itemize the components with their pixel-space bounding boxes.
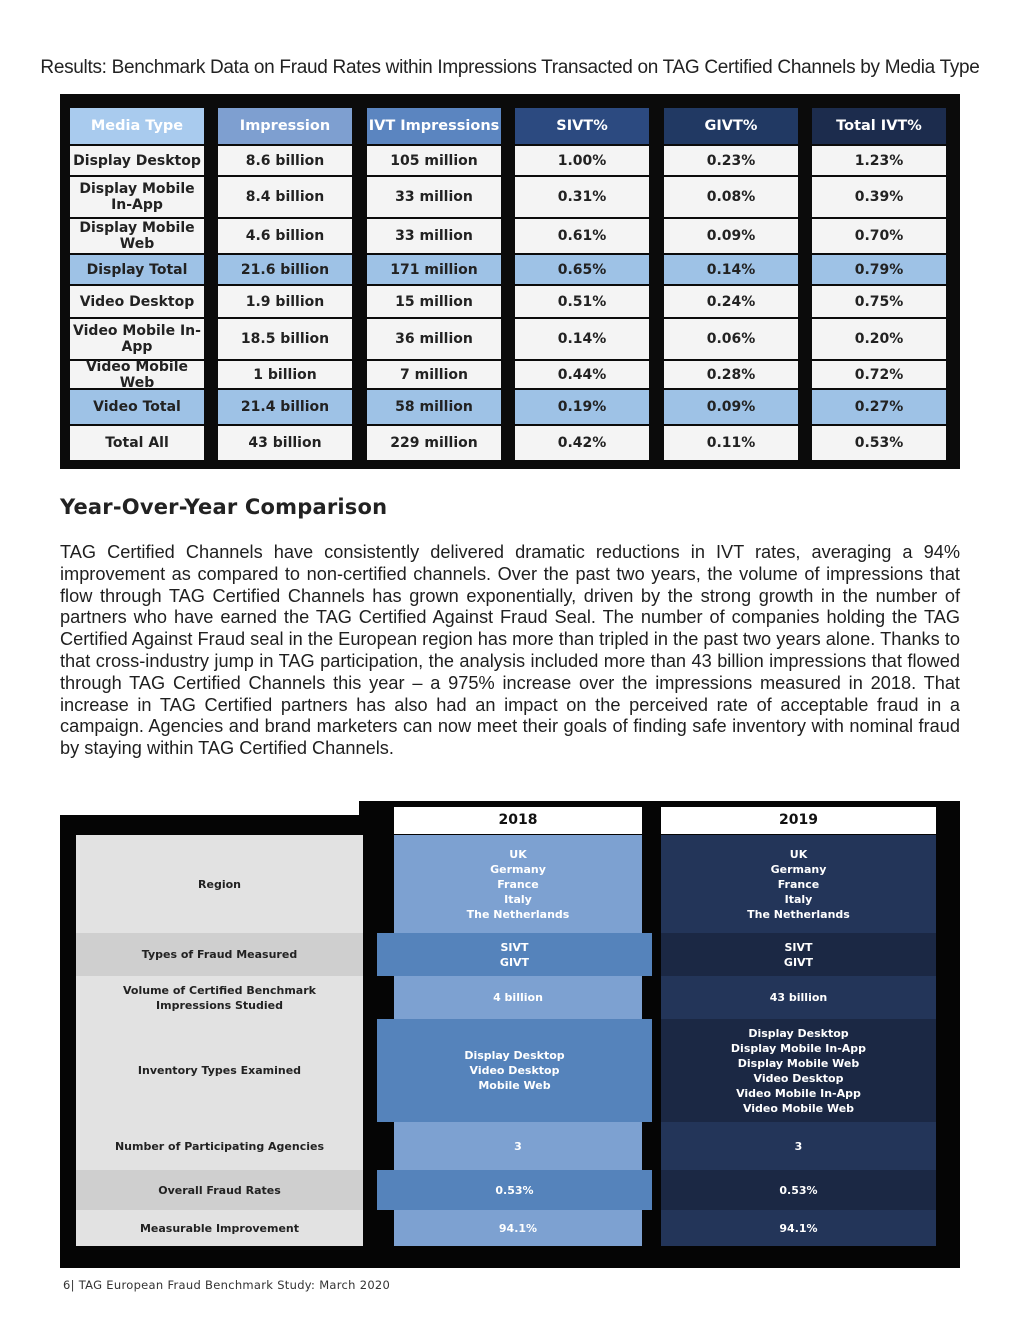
row-label: Types of Fraud Measured <box>76 933 363 976</box>
table-cell: 8.4 billion <box>218 177 352 217</box>
value-2019: 43 billion <box>661 976 936 1019</box>
body-paragraph: TAG Certified Channels have consistently delivered dramatic reductions in IVT rates, averaging a 94% improvement as compared to non-certified channels. Over the past two years, the volume of impressions that flow through TAG Certified Channels has grown exponentially, driven by the strong growth in the number of partners who have earned the TAG Certified Against Fraud Seal. The number of companies holding the TAG Certified Against Fraud seal in the European region has more than tripled in the past two years alone. Thanks to that cross-industry jump in TAG participation, the analysis included more than 43 billion impressions that flowed through TAG Certified Channels this year – a 975% increase over the impressions measured in 2018. That increase in TAG Certified partners has also had an impact on the perceived rate of acceptable fraud in a campaign. Agencies and brand marketers can now meet their goals of finding safe inventory with nominal fraud by staying within TAG Certified Channels. <box>60 542 960 759</box>
table-cell: 18.5 billion <box>218 319 352 359</box>
row-label: Volume of Certified Benchmark Impressions Studied <box>76 976 363 1019</box>
value-2019: 0.53% <box>661 1170 936 1210</box>
page-footer: 6| TAG European Fraud Benchmark Study: March 2020 <box>63 1278 391 1292</box>
table-cell: Video Desktop <box>70 286 204 317</box>
table-cell: 0.31% <box>515 177 649 217</box>
table-cell: 0.09% <box>664 390 798 424</box>
column-header: GIVT% <box>664 108 798 144</box>
table-cell: 0.53% <box>812 426 946 460</box>
table-cell: 4.6 billion <box>218 219 352 253</box>
table-cell: 0.09% <box>664 219 798 253</box>
table-column <box>367 94 501 469</box>
table-cell: 58 million <box>367 390 501 424</box>
table-cell: 0.51% <box>515 286 649 317</box>
table-cell: 229 million <box>367 426 501 460</box>
value-2018: 3 <box>394 1122 642 1170</box>
table-cell: 1 billion <box>218 361 352 388</box>
table-cell: Video Mobile Web <box>70 361 204 388</box>
row-label: Inventory Types Examined <box>76 1019 363 1122</box>
row-label: Region <box>76 835 363 933</box>
table-cell: 0.08% <box>664 177 798 217</box>
value-2019: SIVT GIVT <box>661 933 936 976</box>
table-cell: Display Desktop <box>70 146 204 175</box>
value-2018: 0.53% <box>377 1170 652 1210</box>
value-2019: UK Germany France Italy The Netherlands <box>661 835 936 933</box>
year-header-2019: 2019 <box>661 807 936 834</box>
table-cell: 0.28% <box>664 361 798 388</box>
table-cell: 0.20% <box>812 319 946 359</box>
table-cell: 0.79% <box>812 255 946 284</box>
value-2018: SIVT GIVT <box>377 933 652 976</box>
table-cell: 21.4 billion <box>218 390 352 424</box>
column-header: SIVT% <box>515 108 649 144</box>
column-header: Total IVT% <box>812 108 946 144</box>
table-cell: 1.23% <box>812 146 946 175</box>
table-cell: 33 million <box>367 177 501 217</box>
table-cell: 0.14% <box>664 255 798 284</box>
year-header-2018: 2018 <box>394 807 642 834</box>
table-column <box>812 94 946 469</box>
table-cell: 0.61% <box>515 219 649 253</box>
row-label: Measurable Improvement <box>76 1210 363 1246</box>
value-2018: UK Germany France Italy The Netherlands <box>394 835 642 933</box>
table-cell: 0.72% <box>812 361 946 388</box>
value-2019: 3 <box>661 1122 936 1170</box>
column-header: Media Type <box>70 108 204 144</box>
table-cell: 171 million <box>367 255 501 284</box>
table-cell: 43 billion <box>218 426 352 460</box>
table-cell: Video Mobile In-App <box>70 319 204 359</box>
value-2018: 94.1% <box>394 1210 642 1246</box>
table-cell: Video Total <box>70 390 204 424</box>
table-cell: 0.24% <box>664 286 798 317</box>
table-cell: Display Total <box>70 255 204 284</box>
section-heading: Year-Over-Year Comparison <box>60 495 388 519</box>
table-column <box>515 94 649 469</box>
value-2019: Display Desktop Display Mobile In-App Display Mobile Web Video Desktop Video Mobile In-App Video Mobile Web <box>661 1019 936 1122</box>
table-cell: 105 million <box>367 146 501 175</box>
table-cell: 36 million <box>367 319 501 359</box>
column-header: IVT Impressions <box>367 108 501 144</box>
table-cell: 1.00% <box>515 146 649 175</box>
table-cell: 21.6 billion <box>218 255 352 284</box>
table-cell: 0.19% <box>515 390 649 424</box>
table-cell: 0.75% <box>812 286 946 317</box>
table-cell: 0.14% <box>515 319 649 359</box>
table-cell: 7 million <box>367 361 501 388</box>
value-2019: 94.1% <box>661 1210 936 1246</box>
value-2018: 4 billion <box>394 976 642 1019</box>
row-label: Overall Fraud Rates <box>76 1170 363 1210</box>
table-caption: Results: Benchmark Data on Fraud Rates within Impressions Transacted on TAG Certified Channels by Media Type <box>40 57 980 78</box>
table-column <box>664 94 798 469</box>
table-cell: 0.27% <box>812 390 946 424</box>
fraud-rates-table <box>60 94 960 469</box>
table-cell: 0.42% <box>515 426 649 460</box>
table-cell: 8.6 billion <box>218 146 352 175</box>
table-cell: 33 million <box>367 219 501 253</box>
table-column <box>218 94 352 469</box>
table-cell: 0.11% <box>664 426 798 460</box>
table-cell: 0.44% <box>515 361 649 388</box>
table-cell: Total All <box>70 426 204 460</box>
table-cell: 0.23% <box>664 146 798 175</box>
table-cell: Display Mobile Web <box>70 219 204 253</box>
table-cell: 0.06% <box>664 319 798 359</box>
table-cell: 0.65% <box>515 255 649 284</box>
row-label: Number of Participating Agencies <box>76 1122 363 1170</box>
table-cell: 15 million <box>367 286 501 317</box>
table-cell: 0.39% <box>812 177 946 217</box>
table-cell: 1.9 billion <box>218 286 352 317</box>
value-2018: Display Desktop Video Desktop Mobile Web <box>377 1019 652 1122</box>
table-cell: Display Mobile In-App <box>70 177 204 217</box>
table-column <box>70 94 204 469</box>
table-cell: 0.70% <box>812 219 946 253</box>
column-header: Impression <box>218 108 352 144</box>
